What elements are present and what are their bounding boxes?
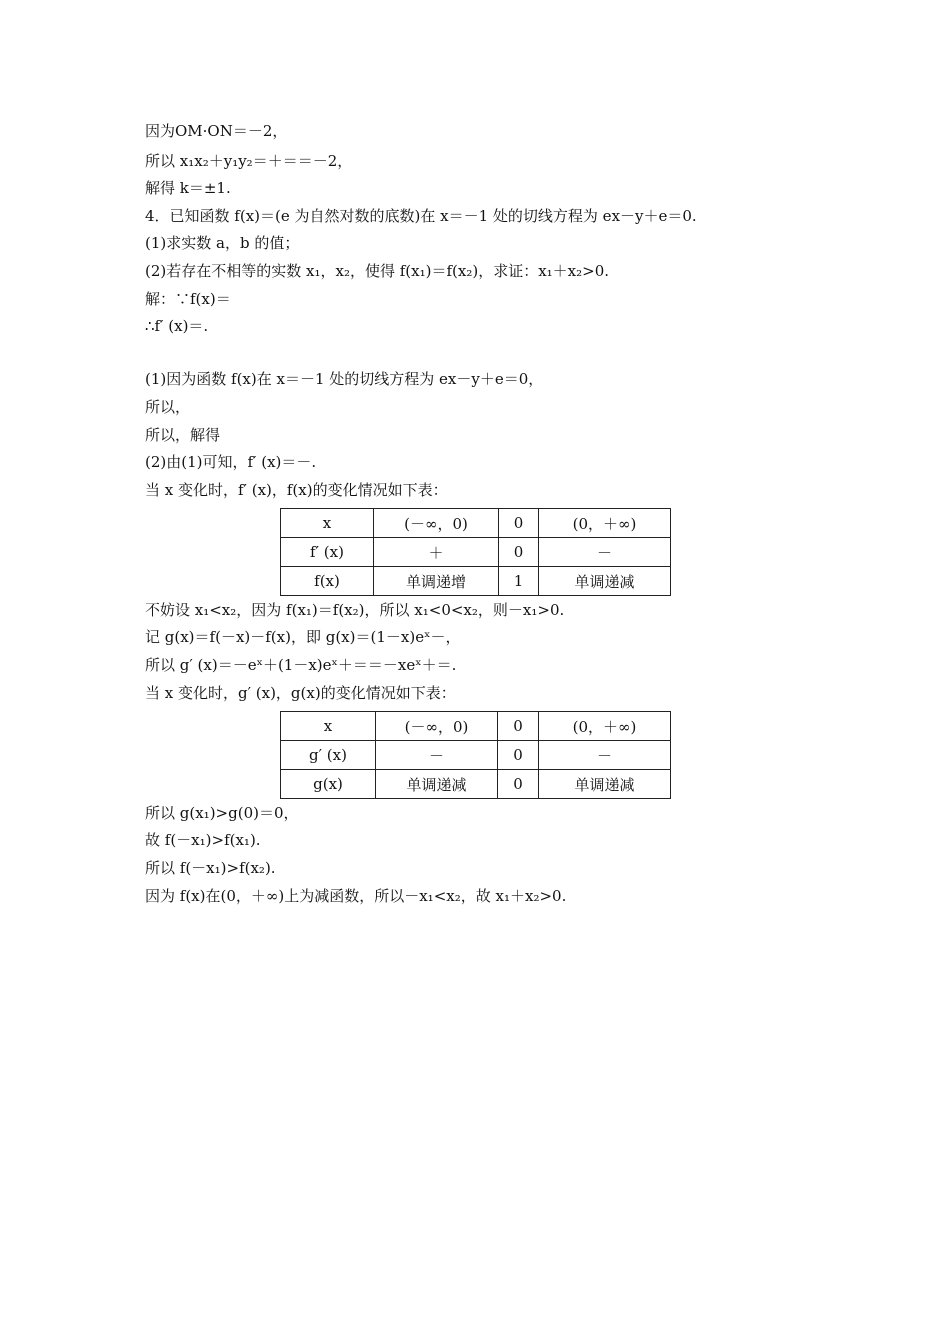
table-cell: 单调递减: [376, 770, 498, 799]
table-cell: g(x): [281, 770, 376, 799]
table-cell: (0，＋∞): [539, 712, 671, 741]
text-line: 故 f(－x₁)>f(x₁).: [145, 831, 261, 849]
table-cell: ＋: [374, 538, 499, 567]
text-line: 所以 g′ (x)＝－eˣ＋(1－x)eˣ＋＝＝－xeˣ＋＝.: [145, 656, 457, 674]
text-line: 因为OM·ON＝－2，: [145, 122, 288, 140]
table-cell: 0: [499, 538, 539, 567]
table-row: [281, 567, 671, 596]
text-line: 不妨设 x₁<x₂，因为 f(x₁)＝f(x₂)，所以 x₁<0<x₂，则－x₁>0.: [145, 601, 565, 619]
table-cell: 单调递减: [539, 567, 671, 596]
table-row: [281, 741, 671, 770]
question-part-1: (1)求实数 a，b 的值；: [145, 234, 300, 252]
text-line: (2)由(1)可知，f′ (x)＝－.: [145, 453, 317, 471]
question-part-2: (2)若存在不相等的实数 x₁，x₂，使得 f(x₁)＝f(x₂)，求证：x₁＋x₂>0.: [145, 262, 610, 280]
text-line: (1)因为函数 f(x)在 x＝－1 处的切线方程为 ex－y＋e＝0，: [145, 370, 544, 388]
table-cell: 0: [499, 509, 539, 538]
table-cell: x: [281, 712, 376, 741]
table-row: [281, 509, 671, 538]
variation-table-f: [280, 508, 671, 596]
table-row: [281, 712, 671, 741]
table-cell: －: [539, 538, 671, 567]
table-cell: 单调递减: [539, 770, 671, 799]
text-line: 所以 f(－x₁)>f(x₂).: [145, 859, 276, 877]
text-line: 解得 k＝±1.: [145, 179, 231, 197]
conclusion-line: 因为 f(x)在(0，＋∞)上为减函数，所以－x₁<x₂，故 x₁＋x₂>0.: [145, 887, 567, 905]
text-line: 所以，: [145, 398, 191, 416]
table-cell: (－∞，0): [374, 509, 499, 538]
text-line: 所以 g(x₁)>g(0)＝0，: [145, 804, 299, 822]
text-line: 当 x 变化时，f′ (x)，f(x)的变化情况如下表：: [145, 481, 448, 499]
table-cell: 1: [499, 567, 539, 596]
table-cell: －: [539, 741, 671, 770]
text-line: ∴f′ (x)＝.: [145, 317, 209, 335]
table-row: [281, 538, 671, 567]
table-cell: g′ (x): [281, 741, 376, 770]
table-cell: x: [281, 509, 374, 538]
table-cell: 0: [498, 712, 539, 741]
text-line: 当 x 变化时，g′ (x)，g(x)的变化情况如下表：: [145, 684, 456, 702]
table-cell: 单调递增: [374, 567, 499, 596]
text-line: 所以，解得: [145, 426, 221, 444]
table-cell: (－∞，0): [376, 712, 498, 741]
table-cell: (0，＋∞): [539, 509, 671, 538]
problem-statement: 4．已知函数 f(x)＝(e 为自然对数的底数)在 x＝－1 处的切线方程为 ex－y＋e＝0.: [145, 207, 697, 225]
table-cell: f(x): [281, 567, 374, 596]
text-line: 所以 x₁x₂＋y₁y₂＝＋＝＝－2，: [145, 152, 353, 170]
table-cell: －: [376, 741, 498, 770]
table-cell: 0: [498, 741, 539, 770]
variation-table-g: [280, 711, 671, 799]
text-line: 记 g(x)＝f(－x)－f(x)，即 g(x)＝(1－x)eˣ－，: [145, 628, 461, 646]
table-row: [281, 770, 671, 799]
table-cell: 0: [498, 770, 539, 799]
text-line: 解：∵f(x)＝: [145, 290, 231, 308]
table-cell: f′ (x): [281, 538, 374, 567]
